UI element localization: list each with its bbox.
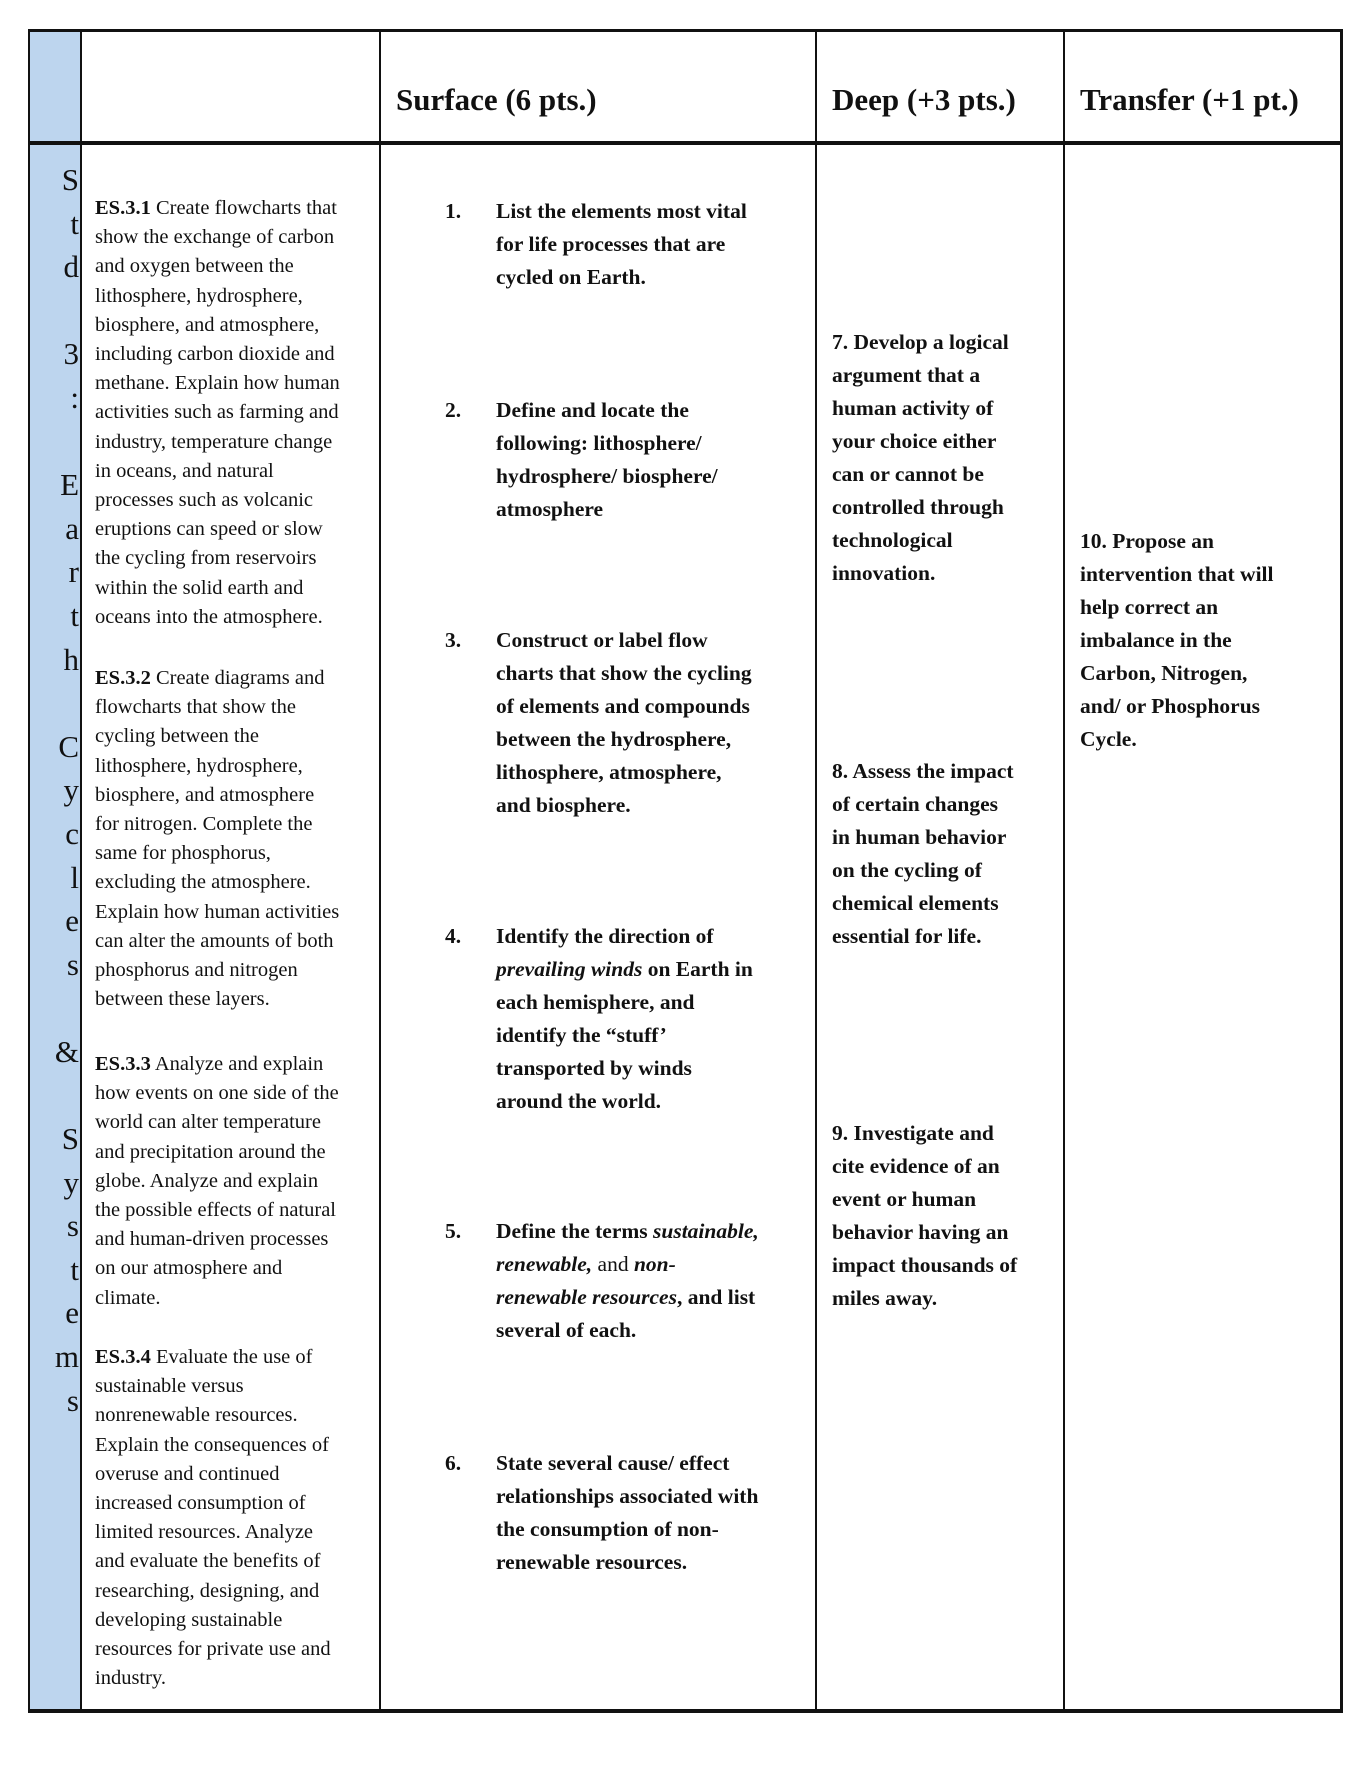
vertical-letter: 3: [63, 336, 79, 372]
text-segment: Create flowcharts that show the exchange of carbon and oxygen between the lithosphere, hydrosphere, biosphere, and atmosphere, including carbon dioxide and methane. Explain how human activities such as farming and industry, temperature change in oceans, and natural processes such as volcanic eruptions can speed or slow the cycling from reservoirs within the solid earth and oceans into the atmosphere.: [95, 197, 340, 628]
vertical-letter: t: [70, 1251, 79, 1287]
text-segment: Define and locate the following: lithosphere/ hydrosphere/ biosphere/ atmosphere: [496, 398, 718, 521]
text-segment: ES.3.3: [95, 1053, 151, 1075]
item-number: 6.: [445, 1451, 462, 1475]
table-border-bottom: [28, 1709, 1343, 1713]
vertical-letter: s: [66, 946, 79, 982]
item-number: 5.: [445, 1219, 462, 1243]
vertical-letter: [30, 1073, 79, 1117]
vertical-letter: a: [65, 510, 79, 546]
vertical-letter: h: [63, 641, 79, 677]
surface-item-5: [496, 1215, 759, 1347]
vertical-letter: y: [63, 1164, 79, 1200]
vertical-letter: r: [68, 554, 79, 590]
text-segment: List the elements most vital for life processes that are cycled on Earth.: [496, 199, 747, 289]
col-divider: [1063, 29, 1065, 1713]
text-segment: ES.3.1: [95, 197, 151, 219]
table-border-right: [1340, 29, 1343, 1713]
vertical-letter: [30, 986, 79, 1030]
transfer-item-10: 10. Propose an intervention that will help correct an imbalance in the Carbon, Nitrogen, and/ or Phosphorus Cycle.: [1080, 529, 1274, 751]
header-divider: [28, 141, 1343, 145]
vertical-letter: S: [61, 162, 79, 197]
text-segment: Identify the direction of: [496, 924, 714, 948]
item-number: 2.: [445, 398, 462, 422]
header-transfer: Transfer (+1 pt.): [1080, 82, 1299, 117]
text-segment: Define the terms: [496, 1219, 654, 1243]
vertical-letter: m: [54, 1339, 79, 1375]
surface-item-4: [496, 920, 753, 1118]
text-segment: ES.3.4: [95, 1346, 151, 1368]
item-number: 1.: [445, 199, 462, 223]
text-segment: ES.3.2: [95, 667, 151, 689]
standard-es-3-4: [95, 1343, 385, 1693]
vertical-letter: E: [60, 467, 79, 503]
text-segment: sustainable, renewable,: [496, 1219, 759, 1276]
vertical-letter: s: [66, 1208, 79, 1244]
standard-es-3-1: [95, 194, 385, 632]
text-segment: Create diagrams and flowcharts that show the cycling between the lithosphere, hydrosphere, biosphere, and atmosphere for nitrogen. Complete the same for phosphorus, excluding the atmosphere. Explain how human activities can alter the amounts of both phosphorus and nitrogen between these layers.: [95, 667, 340, 1011]
vertical-letter: l: [70, 859, 79, 895]
text-segment: Analyze and explain how events on one side of the world can alter temperature and precipitation around the globe. Analyze and explain the possible effects of natural and human-driven processes on our atmosphere and climate.: [95, 1053, 339, 1309]
vertical-letter: t: [70, 597, 79, 633]
table-border-left: [28, 29, 30, 1713]
vertical-letter: s: [66, 1382, 79, 1418]
standard-es-3-3: [95, 1050, 385, 1313]
item-number: 4.: [445, 924, 462, 948]
header-deep: Deep (+3 pts.): [832, 82, 1016, 117]
vertical-letter: c: [65, 815, 79, 851]
standard-vertical-label: [30, 158, 79, 1422]
text-segment: , and list several of each.: [496, 1285, 756, 1342]
col-divider: [815, 29, 817, 1713]
surface-item-6: [496, 1447, 758, 1579]
header-surface: Surface (6 pts.): [396, 82, 597, 117]
text-segment: Evaluate the use of sustainable versus nonrenewable resources. Explain the consequences of overuse and continued increased consumption of limited resources. Analyze and evaluate the benefits of researching, designing, and developing sustainable resources for private use and industry.: [95, 1346, 331, 1690]
vertical-letter: e: [65, 903, 79, 939]
text-segment: Construct or label flow charts that show the cycling of elements and compounds between the hydrosphere, lithosphere, atmosphere, and biosphere.: [496, 628, 752, 817]
vertical-letter: S: [61, 1121, 79, 1157]
text-segment: State several cause/ effect relationships associated with the consumption of non- renewable resources.: [496, 1451, 759, 1574]
vertical-letter: &: [54, 1033, 79, 1069]
text-segment: and: [592, 1252, 634, 1276]
vertical-letter: y: [63, 772, 79, 808]
item-number: 3.: [445, 628, 462, 652]
col-divider: [80, 29, 82, 1713]
text-segment: prevailing winds: [496, 957, 643, 981]
vertical-letter: t: [70, 205, 79, 241]
text-segment: non- renewable resources: [496, 1252, 677, 1309]
standard-es-3-2: [95, 664, 385, 1014]
vertical-letter: C: [58, 728, 79, 764]
vertical-letter: :: [70, 379, 79, 415]
vertical-letter: e: [65, 1295, 79, 1331]
vertical-letter: d: [63, 249, 79, 285]
deep-item-7: 7. Develop a logical argument that a human activity of your choice either can or cannot be controlled through technological innovation.: [832, 330, 1009, 585]
text-segment: on Earth in each hemisphere, and identify the “stuff’ transported by winds around the world.: [496, 957, 753, 1113]
side-header-cell: [30, 32, 80, 142]
surface-item-1: [496, 195, 747, 294]
deep-item-9: 9. Investigate and cite evidence of an event or human behavior having an impact thousands of miles away.: [832, 1121, 1018, 1310]
vertical-letter: [30, 420, 79, 464]
vertical-letter: [30, 681, 79, 725]
deep-item-8: 8. Assess the impact of certain changes in human behavior on the cycling of chemical elements essential for life.: [832, 759, 1014, 948]
surface-item-3: [496, 624, 752, 822]
vertical-letter: [30, 289, 79, 333]
table-border-top: [28, 29, 1343, 32]
surface-item-2: [496, 394, 718, 526]
